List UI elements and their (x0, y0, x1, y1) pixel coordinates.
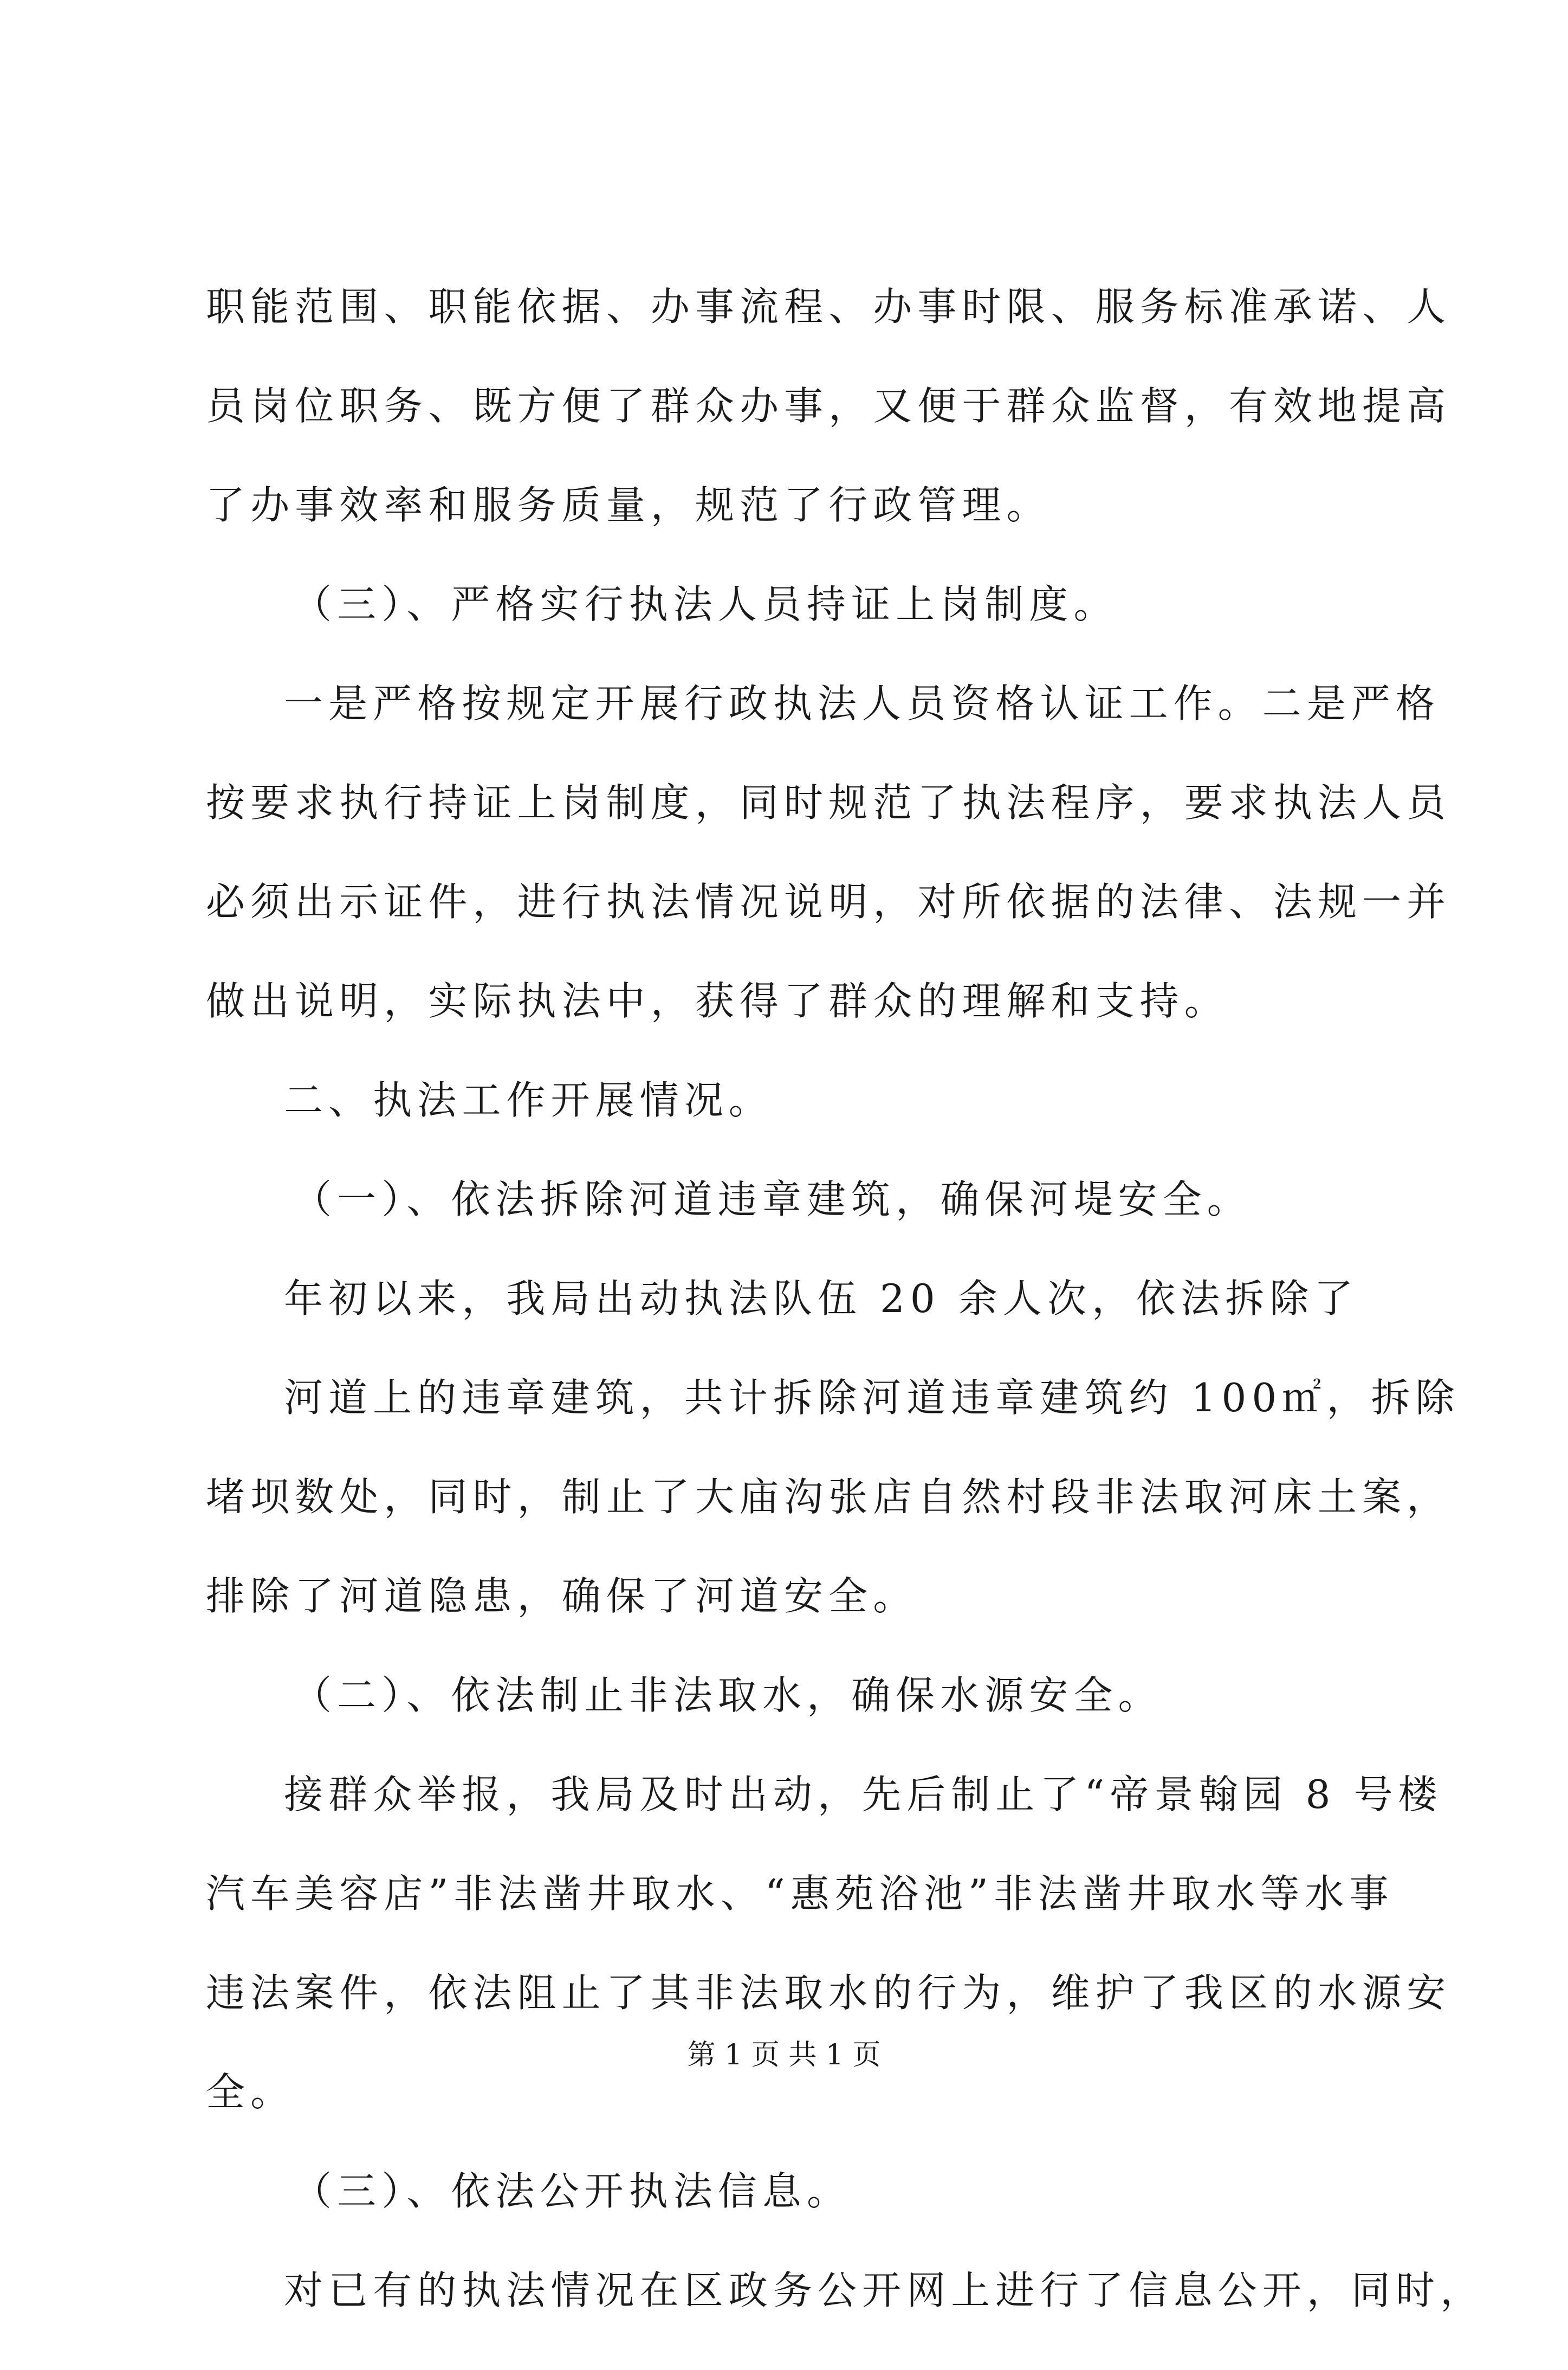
section-heading: （一）、依法拆除河道违章建筑，确保河堤安全。 (293, 1177, 1252, 1222)
body-text-line: 河道上的违章建筑，共计拆除河道违章建筑约 100㎡，拆除 (284, 1375, 1460, 1420)
section-heading: （三）、依法公开执法信息。 (293, 2168, 852, 2214)
paragraph-start-line: 接群众举报，我局及时出动，先后制止了“帝景翰园 8 号楼 (284, 1772, 1443, 1817)
body-text-line: 按要求执行持证上岗制度，同时规范了执法程序，要求执法人员 (206, 780, 1452, 825)
paragraph-start-line: 一是严格按规定开展行政执法人员资格认证工作。二是严格 (284, 681, 1441, 726)
body-text-line: 违法案件，依法阻止了其非法取水的行为，维护了我区的水源安 (206, 1970, 1452, 2016)
section-heading: （二）、依法制止非法取水，确保水源安全。 (293, 1672, 1163, 1718)
body-text-line: 排除了河道隐患，确保了河道安全。 (206, 1573, 918, 1619)
body-text-line: 全。 (206, 2069, 295, 2115)
paragraph-start-line: 对已有的执法情况在区政务公开网上进行了信息公开，同时， (284, 2268, 1485, 2313)
paragraph-start-line: 年初以来，我局出动执法队伍 20 余人次，依法拆除了 (284, 1276, 1359, 1321)
page-footer: 第 1 页 共 1 页 (687, 2039, 881, 2071)
body-text-line: 汽车美容店”非法凿井取水、“惠苑浴池”非法凿井取水等水事 (206, 1871, 1394, 1916)
body-text-line: 必须出示证件，进行执法情况说明，对所依据的法律、法规一并 (206, 879, 1452, 925)
body-text-line: 了办事效率和服务质量，规范了行政管理。 (206, 482, 1051, 528)
body-text-line: 堵坝数处，同时，制止了大庙沟张店自然村段非法取河床土案， (206, 1474, 1452, 1520)
section-heading: 二、执法工作开展情况。 (284, 1077, 773, 1123)
body-text-line: 员岗位职务、既方便了群众办事，又便于群众监督，有效地提高 (206, 383, 1452, 429)
section-heading: （三）、严格实行执法人员持证上岗制度。 (293, 582, 1118, 627)
body-text-line: 做出说明，实际执法中，获得了群众的理解和支持。 (206, 978, 1229, 1024)
body-text-line: 职能范围、职能依据、办事流程、办事时限、服务标准承诺、人 (206, 284, 1452, 330)
